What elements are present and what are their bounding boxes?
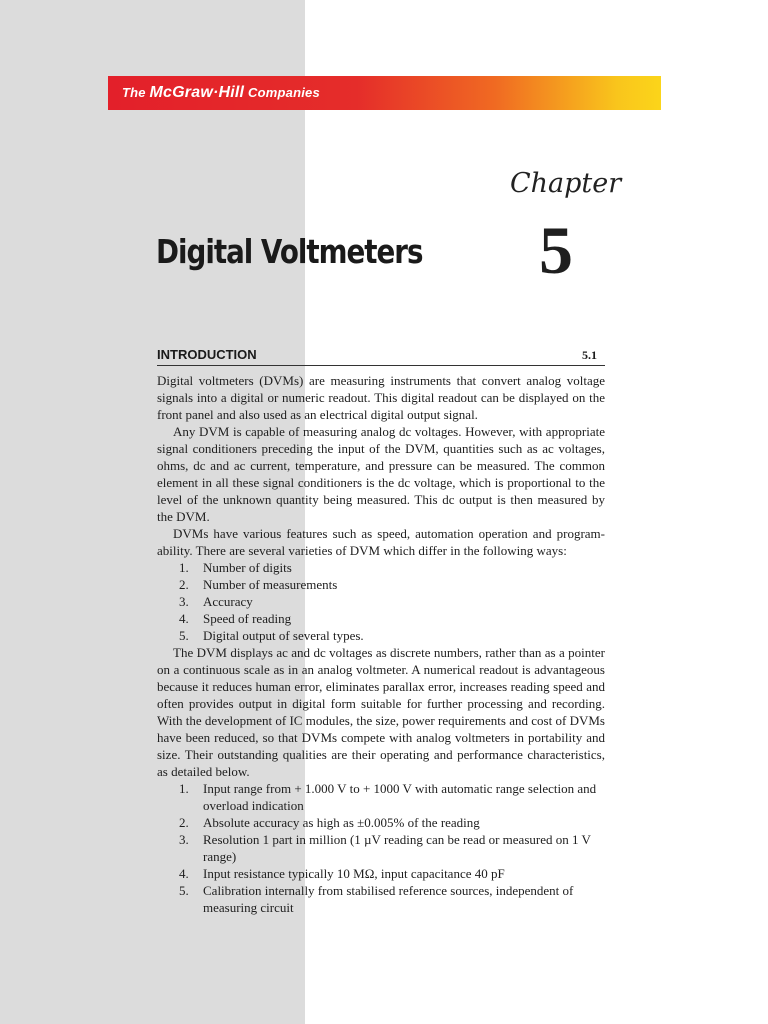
list-item: 1. Input range from + 1.000 V to + 1000 V with automatic range selection and overload indication — [179, 781, 597, 813]
section-number: 5.1 — [582, 348, 597, 362]
paragraph: Any DVM is capable of measuring analog dc voltages. However, with appropriate signal conditioners preceding the input of the DVM, quantities such as ac voltages, ohms, dc and ac current, temperature, and pressure can be measured. The common element in all these signal conditioners is the dc voltage, which is proportional to the level of the unknown quantity being measured. This dc output is then measured by the DVM. — [157, 424, 605, 524]
list-item: 3. Resolution 1 part in million (1 µV reading can be read or measured on 1 V range) — [179, 832, 591, 864]
list-item: 2. Absolute accuracy as high as ±0.005% of the reading — [179, 815, 480, 830]
paragraph: Digital voltmeters (DVMs) are measuring instruments that convert analog voltage signals into a digital or numeric readout. This digital readout can be displayed on the front panel and also used as an electrical digital output signal. — [157, 373, 605, 422]
body-text — [157, 372, 605, 916]
list-item: 4. Input resistance typically 10 MΩ, input capacitance 40 pF — [179, 866, 505, 881]
paragraph: DVMs have various features such as speed, automation operation and program-ability. There are several varieties of DVM which differ in the following ways: — [157, 526, 605, 558]
list-item: 3. Accuracy — [179, 594, 253, 609]
publisher-banner — [108, 76, 661, 110]
list-item: 1. Number of digits — [179, 560, 292, 575]
publisher-logo: The McGraw·Hill Companies — [122, 84, 320, 101]
chapter-label: Chapter — [510, 168, 622, 199]
list-item: 5. Digital output of several types. — [179, 628, 364, 643]
section-heading — [157, 347, 605, 366]
dvm-characteristics-list — [157, 780, 605, 916]
list-item: 2. Number of measurements — [179, 577, 338, 592]
chapter-number: 5 — [539, 212, 573, 288]
chapter-title: Digital Voltmeters — [156, 232, 423, 271]
list-item: 4. Speed of reading — [179, 611, 292, 626]
paragraph: The DVM displays ac and dc voltages as discrete numbers, rather than as a pointer on a continuous scale as in an analog voltmeter. A numerical readout is advantageous because it reduces human error, eliminates parallax error, increases reading speed and often provides output in digital form suitable for further processing and recording. With the development of IC modules, the size, power requirements and cost of DVMs have been reduced, so that DVMs compete with analog voltmeters in portability and size. Their outstanding qualities are their operating and performance characteristics, as detailed below. — [157, 645, 605, 779]
section-title: INTRODUCTION — [157, 347, 257, 362]
list-item: 5. Calibration internally from stabilised reference sources, independent of measuring circuit — [179, 883, 574, 915]
dvm-varieties-list — [157, 559, 605, 644]
